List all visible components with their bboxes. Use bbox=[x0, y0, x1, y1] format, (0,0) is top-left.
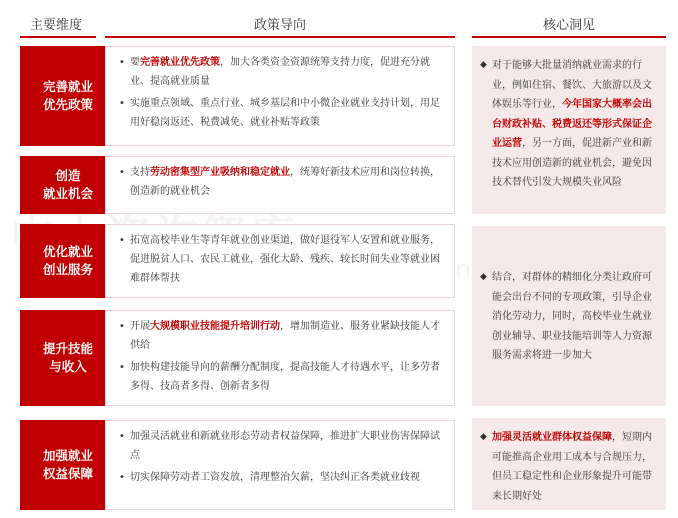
insight-text: 结合，对群体的精细化分类让政府可能会出台不同的专项政策，引导企业消化劳动力，同时，高校毕业生就业创业辅导、职业技能培训等人力资源服务需求将进一步加大 bbox=[492, 272, 652, 361]
header-main-dimension: 主要维度 bbox=[29, 17, 82, 33]
policy-item: • 切实保障劳动者工资发放，清理整治欠薪，坚决纠正各类就业歧视 bbox=[116, 468, 444, 487]
insight-text: 加强灵活就业群体权益保障，短期内可能推高企业用工成本与合规压力，但员工稳定性和企业形象提升可能带来长期好处 bbox=[492, 432, 652, 502]
dimension-employment-services: 优化就业 创业服务 bbox=[20, 224, 116, 298]
insight-box-3 bbox=[472, 418, 666, 510]
policy-item: • 加快构建技能导向的薪酬分配制度，提高技能人才待遇水平，让多劳者多得、技高者多得、创新者多得 bbox=[116, 358, 444, 396]
dimension-skills-income: 提升技能 与收入 bbox=[20, 310, 116, 406]
policy-item: • 支持劳动密集型产业吸纳和稳定就业，统筹好新技术应用和岗位转换，创造新的就业机会 bbox=[116, 163, 444, 201]
dimension-rights-protection: 加强就业 权益保障 bbox=[20, 420, 116, 510]
header-underline-1 bbox=[20, 36, 96, 38]
policy-item: • 实施重点领域、重点行业、城乡基层和中小微企业就业支持计划，用足用好稳岗返还、税费减免、就业补贴等政策 bbox=[116, 94, 444, 132]
insight-box-1 bbox=[472, 46, 666, 214]
policy-item: • 开展大规模职业技能提升培训行动，增加制造业、服务业紧缺技能人才供给 bbox=[116, 317, 444, 355]
policy-box-create-jobs bbox=[105, 156, 455, 214]
policy-item: • 拓宽高校毕业生等青年就业创业渠道，做好退役军人安置和就业服务，促进脱贫人口、农民工就业，强化大龄、残疾、较长时间失业等就业困难群体帮扶 bbox=[116, 231, 444, 288]
insight-text: 对于能够大批量消纳就业需求的行业，例如住宿、餐饮、大旅游以及文体娱乐等行业，今年国家大概率会出台财政补贴、税费返还等形式保证企业运营，另一方面，促进新产业和新技术应用创造新的就业机会，避免因技术替代引发大规模失业风险 bbox=[492, 60, 652, 188]
header-underline-3 bbox=[472, 36, 666, 38]
diamond-bullet-icon: ◆ bbox=[480, 272, 487, 282]
dimension-create-jobs: 创造 就业机会 bbox=[20, 156, 116, 214]
policy-box-employment-services bbox=[105, 224, 455, 298]
diamond-bullet-icon: ◆ bbox=[480, 60, 487, 70]
header-policy-direction: 政策导向 bbox=[253, 17, 306, 33]
policy-box-rights-protection bbox=[105, 420, 455, 510]
policy-item: • 要完善就业优先政策，加大各类资金资源统筹支持力度，促进充分就业、提高就业质量 bbox=[116, 53, 444, 91]
insight-box-2 bbox=[472, 226, 666, 406]
dimension-employment-priority: 完善就业 优先政策 bbox=[20, 46, 116, 146]
policy-box-employment-priority bbox=[105, 46, 455, 146]
diamond-bullet-icon: ◆ bbox=[480, 432, 487, 442]
header-underline-2 bbox=[105, 36, 455, 38]
policy-box-skills-income bbox=[105, 310, 455, 406]
header-core-insight: 核心洞见 bbox=[542, 17, 595, 33]
policy-item: • 加强灵活就业和新就业形态劳动者权益保障，推进扩大职业伤害保障试点 bbox=[116, 427, 444, 465]
